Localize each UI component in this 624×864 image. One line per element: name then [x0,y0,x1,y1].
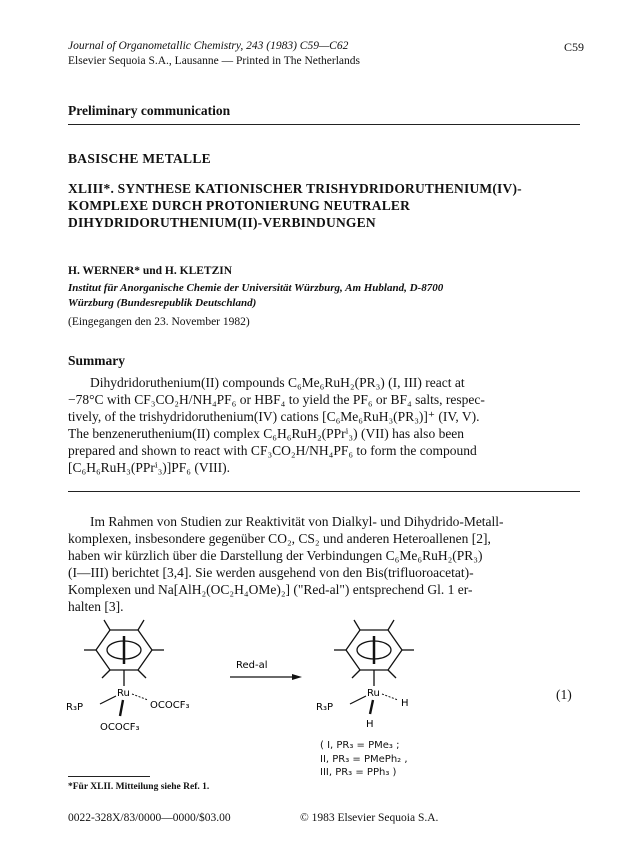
affiliation-line: Institut für Anorganische Chemie der Universität Würzburg, Am Hubland, D-8700 [68,282,444,294]
body-line: Im Rahmen von Studien zur Reaktivität von Dialkyl- und Dihydrido-Metall- [90,514,504,529]
page-number: C59 [563,40,584,54]
series-title: BASISCHE METALLE [68,151,211,166]
reagent-label: Red-al [236,660,268,671]
affiliation [68,281,443,311]
summary-heading: Summary [68,353,125,368]
article-code: 0022-328X/83/0000—0000/$03.00 [68,812,231,824]
divider-rule [68,491,580,492]
hydride-right-1: H [401,698,409,709]
left-arene-ring [84,620,164,686]
publisher-line: Elsevier Sequoia S.A., Lausanne — Printed in The Netherlands [68,55,361,67]
right-arene-ring [334,620,414,686]
footnote: *Für XLII. Mitteilung siehe Ref. 1. [68,782,210,792]
title-line: XLIII*. SYNTHESE KATIONISCHER TRISHYDRIDORUTHENIUM(IV)- [68,181,522,196]
section-label: Preliminary communication [68,103,231,118]
body-line: haben wir kürzlich über die Darstellung der Verbindungen C₆Me₆RuH₂(PR₃) [68,548,483,563]
summary-line: prepared and shown to react with CF₃CO₂H/NH₄PF₆ to form the compound [68,443,477,458]
hydride-right-2: H [366,719,374,730]
body-line: (I—III) berichtet [3,4]. Sie werden ausgehend von den Bis(trifluoroacetat)- [68,565,474,580]
copyright: © 1983 Elsevier Sequoia S.A. [300,812,439,824]
divider-rule [68,124,580,125]
trifluoroacetate-left-2: OCOCF₃ [100,722,140,733]
compound-entry: III, PR₃ = PPh₃ ) [320,767,397,778]
summary-line: [C₆H₆RuH₃(PPrⁱ₃)]PF₆ (VIII). [68,460,230,475]
body-line: Komplexen und Na[AlH₂(OC₂H₄OMe)₂] ("Red-al") entsprechend Gl. 1 er- [68,582,473,597]
title-line: DIHYDRIDORUTHENIUM(II)-VERBINDUNGEN [68,215,376,230]
body-line: halten [3]. [68,599,124,614]
summary-line: Dihydridoruthenium(II) compounds C₆Me₆RuH₂(PR₃) (I, III) react at [90,375,465,390]
reaction-scheme [60,612,520,782]
article-title [68,180,588,231]
title-line: KOMPLEXE DURCH PROTONIERUNG NEUTRALER [68,198,411,213]
compound-entry: II, PR₃ = PMePh₂ , [320,753,408,765]
body-line: komplexen, insbesondere gegenüber CO₂, CS₂ und anderen Heteroallenen [2], [68,531,491,546]
equation-number: (1) [556,687,572,702]
summary-paragraph [68,374,580,476]
compound-entry: ( I, PR₃ = PMe₃ ; [320,740,400,751]
footnote-rule [68,776,150,777]
ru-atom-right: Ru [367,688,380,699]
received-date: (Eingegangen den 23. November 1982) [68,316,250,328]
compound-list [320,739,408,780]
summary-line: The benzeneruthenium(II) complex C₆H₆RuH₂(PPrⁱ₃) (VII) has also been [68,426,465,441]
journal-citation: Journal of Organometallic Chemistry, 243 (1983) C59—C62 [68,40,349,52]
phosphine-right: R₃P [316,702,333,713]
affiliation-line: Würzburg (Bundesrepublik Deutschland) [68,297,257,309]
summary-line: tively, of the trishydridoruthenium(IV) cations [C₆Me₆RuH₃(PR₃)]⁺ (IV, V). [68,409,480,424]
phosphine-left: R₃P [66,702,83,713]
trifluoroacetate-left-1: OCOCF₃ [150,700,190,711]
authors: H. WERNER* und H. KLETZIN [68,265,233,277]
summary-line: −78°C with CF₃CO₂H/NH₄PF₆ or HBF₄ to yield the PF₆ or BF₄ salts, respec- [68,392,485,407]
ru-atom-left: Ru [117,688,130,699]
body-paragraph [68,513,580,615]
